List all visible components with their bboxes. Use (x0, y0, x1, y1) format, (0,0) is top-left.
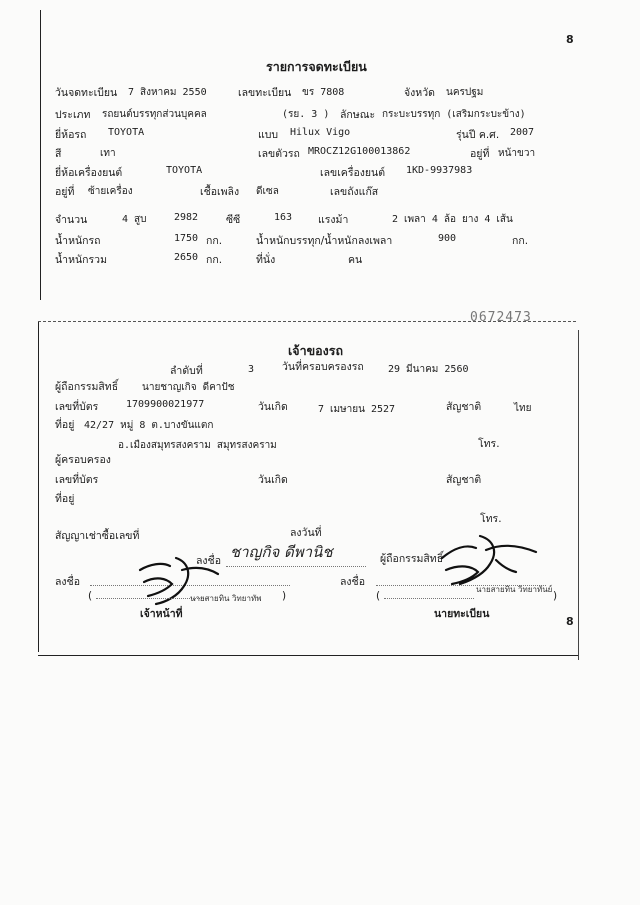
owner-sign-label: ลงชื่อ (196, 555, 221, 567)
owner-label: ผู้ถือกรรมสิทธิ์ (55, 381, 119, 393)
engine-no-label: เลขเครื่องยนต์ (320, 167, 386, 179)
form-number: 0672473 (470, 310, 532, 325)
load-label: น้ำหนักบรรทุก/น้ำหนักลงเพลา (256, 235, 393, 247)
count-label: จำนวน (55, 214, 88, 226)
registration-title: รายการจดทะเบียน (266, 59, 367, 74)
address-line-2: อ.เมืองสมุทรสงคราม สมุทรสงคราม (118, 440, 277, 451)
plate-value: ขร 7808 (302, 87, 345, 98)
reg-date-label: วันจดทะเบียน (55, 87, 118, 99)
seats-label: ที่นั่ง (256, 254, 276, 266)
dob-label: วันเกิด (258, 401, 288, 413)
registrar-bracket-close: ) (553, 590, 558, 602)
gross-unit: กก. (206, 254, 223, 266)
fuel-label: เชื้อเพลิง (200, 186, 240, 198)
gross-label: น้ำหนักรวม (55, 254, 107, 266)
registrar-bracket-line-left (384, 598, 474, 599)
possession-date-value: 29 มีนาคม 2560 (388, 364, 469, 375)
fuel-value: ดีเซล (256, 186, 279, 197)
officer-sign-label: ลงชื่อ (55, 576, 80, 588)
engine-loc-value: ซ้ายเครื่อง (88, 186, 133, 197)
owner-title: เจ้าของรถ (288, 343, 344, 358)
left-border-top (40, 10, 41, 300)
province-label: จังหวัด (404, 87, 435, 99)
axles-wheels-value: 2 เพลา 4 ล้อ ยาง 4 เส้น (392, 214, 513, 225)
possession-date-label: วันที่ครอบครองรถ (282, 361, 364, 373)
possessor-label: ผู้ครอบครอง (55, 454, 111, 466)
registrar-role: นายทะเบียน (434, 608, 490, 620)
persons-unit: คน (348, 254, 363, 266)
officer-name: นายสายทิน วิทยาทัพ (190, 594, 262, 603)
brand-value: TOYOTA (108, 127, 145, 138)
possessor-id-label: เลขที่บัตร (55, 474, 99, 486)
registrar-name: นายสายทิน วิทยาทันย์ (476, 585, 553, 594)
id-label: เลขที่บัตร (55, 401, 99, 413)
nationality-value: ไทย (514, 403, 532, 414)
color-value: เทา (100, 148, 116, 159)
sign-date-label: ลงวันที่ (290, 527, 322, 539)
style-value: กระบะบรรทุก (เสริมกระบะข้าง) (382, 109, 526, 120)
model-value: Hilux Vigo (290, 127, 351, 138)
weight-label: น้ำหนักรถ (55, 235, 101, 247)
chassis-label: เลขตัวรถ (258, 148, 300, 160)
hp-unit: แรงม้า (318, 214, 349, 226)
engine-loc-label: อยู่ที่ (55, 186, 75, 198)
registrar-sign-label: ลงชื่อ (340, 576, 365, 588)
type-label: ประเภท (55, 109, 91, 121)
right-border-bottom (578, 330, 579, 660)
chassis-value: MROCZ12G100013862 (308, 146, 411, 157)
load-unit: กก. (512, 235, 529, 247)
cc-unit: ซีซี (226, 214, 241, 226)
engine-brand-value: TOYOTA (166, 165, 203, 176)
year-label: รุ่นปี ค.ศ. (456, 129, 500, 141)
owner-signature-text: ชาญกิจ ดีพานิช (230, 543, 333, 561)
officer-bracket-close: ) (282, 590, 287, 602)
bottom-border (38, 655, 578, 656)
page-mark-bottom: 8 (566, 615, 574, 628)
address-label: ที่อยู่ (55, 419, 75, 431)
owner-name-value: นายชาญเกิจ ดีคาปัช (142, 382, 235, 393)
dob-value: 7 เมษายน 2527 (318, 404, 396, 415)
officer-bracket-open: ( (88, 590, 93, 602)
weight-unit: กก. (206, 235, 223, 247)
owner-sign-role: ผู้ถือกรรมสิทธิ์ (380, 553, 444, 565)
year-value: 2007 (510, 127, 535, 138)
gross-value: 2650 (174, 252, 199, 263)
registrar-signature (436, 530, 546, 590)
cc-value: 2982 (174, 212, 199, 223)
possessor-address-label: ที่อยู่ (55, 493, 75, 505)
chassis-loc-label: อยู่ที่ (470, 148, 490, 160)
engine-no-value: 1KD-9937983 (406, 165, 473, 176)
reg-date-value: 7 สิงหาคม 2550 (128, 87, 207, 98)
possessor-dob-label: วันเกิด (258, 474, 288, 486)
load-value: 900 (438, 233, 457, 244)
style-label: ลักษณะ (340, 109, 376, 121)
cylinders-value: 4 สูบ (122, 214, 147, 225)
owner-sign-line (226, 566, 366, 567)
page-mark: 8 (566, 33, 574, 46)
engine-brand-label: ยี่ห้อเครื่องยนต์ (55, 167, 123, 179)
registrar-bracket-open: ( (376, 590, 381, 602)
id-value: 1709900021977 (126, 399, 205, 410)
order-value: 3 (248, 364, 255, 375)
chassis-loc-value: หน้าขวา (498, 148, 536, 159)
type-value: รถยนต์บรรทุกส่วนบุคคล (102, 109, 207, 120)
color-label: สี (55, 148, 62, 160)
plate-label: เลขทะเบียน (238, 87, 292, 99)
model-label: แบบ (258, 129, 279, 141)
possessor-nationality-label: สัญชาติ (446, 474, 482, 486)
province-value: นครปฐม (446, 87, 484, 98)
officer-role: เจ้าหน้าที่ (140, 608, 183, 620)
order-label: ลำดับที่ (170, 365, 203, 377)
hp-value: 163 (274, 212, 293, 223)
class-code: (รย. 3 ) (282, 109, 330, 120)
nationality-label: สัญชาติ (446, 401, 482, 413)
weight-value: 1750 (174, 233, 199, 244)
possessor-phone-label: โทร. (480, 513, 502, 525)
owner-phone-label: โทร. (478, 438, 500, 450)
address-line-1: 42/27 หมู่ 8 ต.บางขันแตก (84, 420, 214, 431)
lease-label: สัญญาเช่าซื้อเลขที่ (55, 530, 140, 542)
brand-label: ยี่ห้อรถ (55, 129, 87, 141)
gas-tank-label: เลขถังแก๊ส (330, 186, 379, 198)
left-border-bottom (38, 322, 39, 652)
